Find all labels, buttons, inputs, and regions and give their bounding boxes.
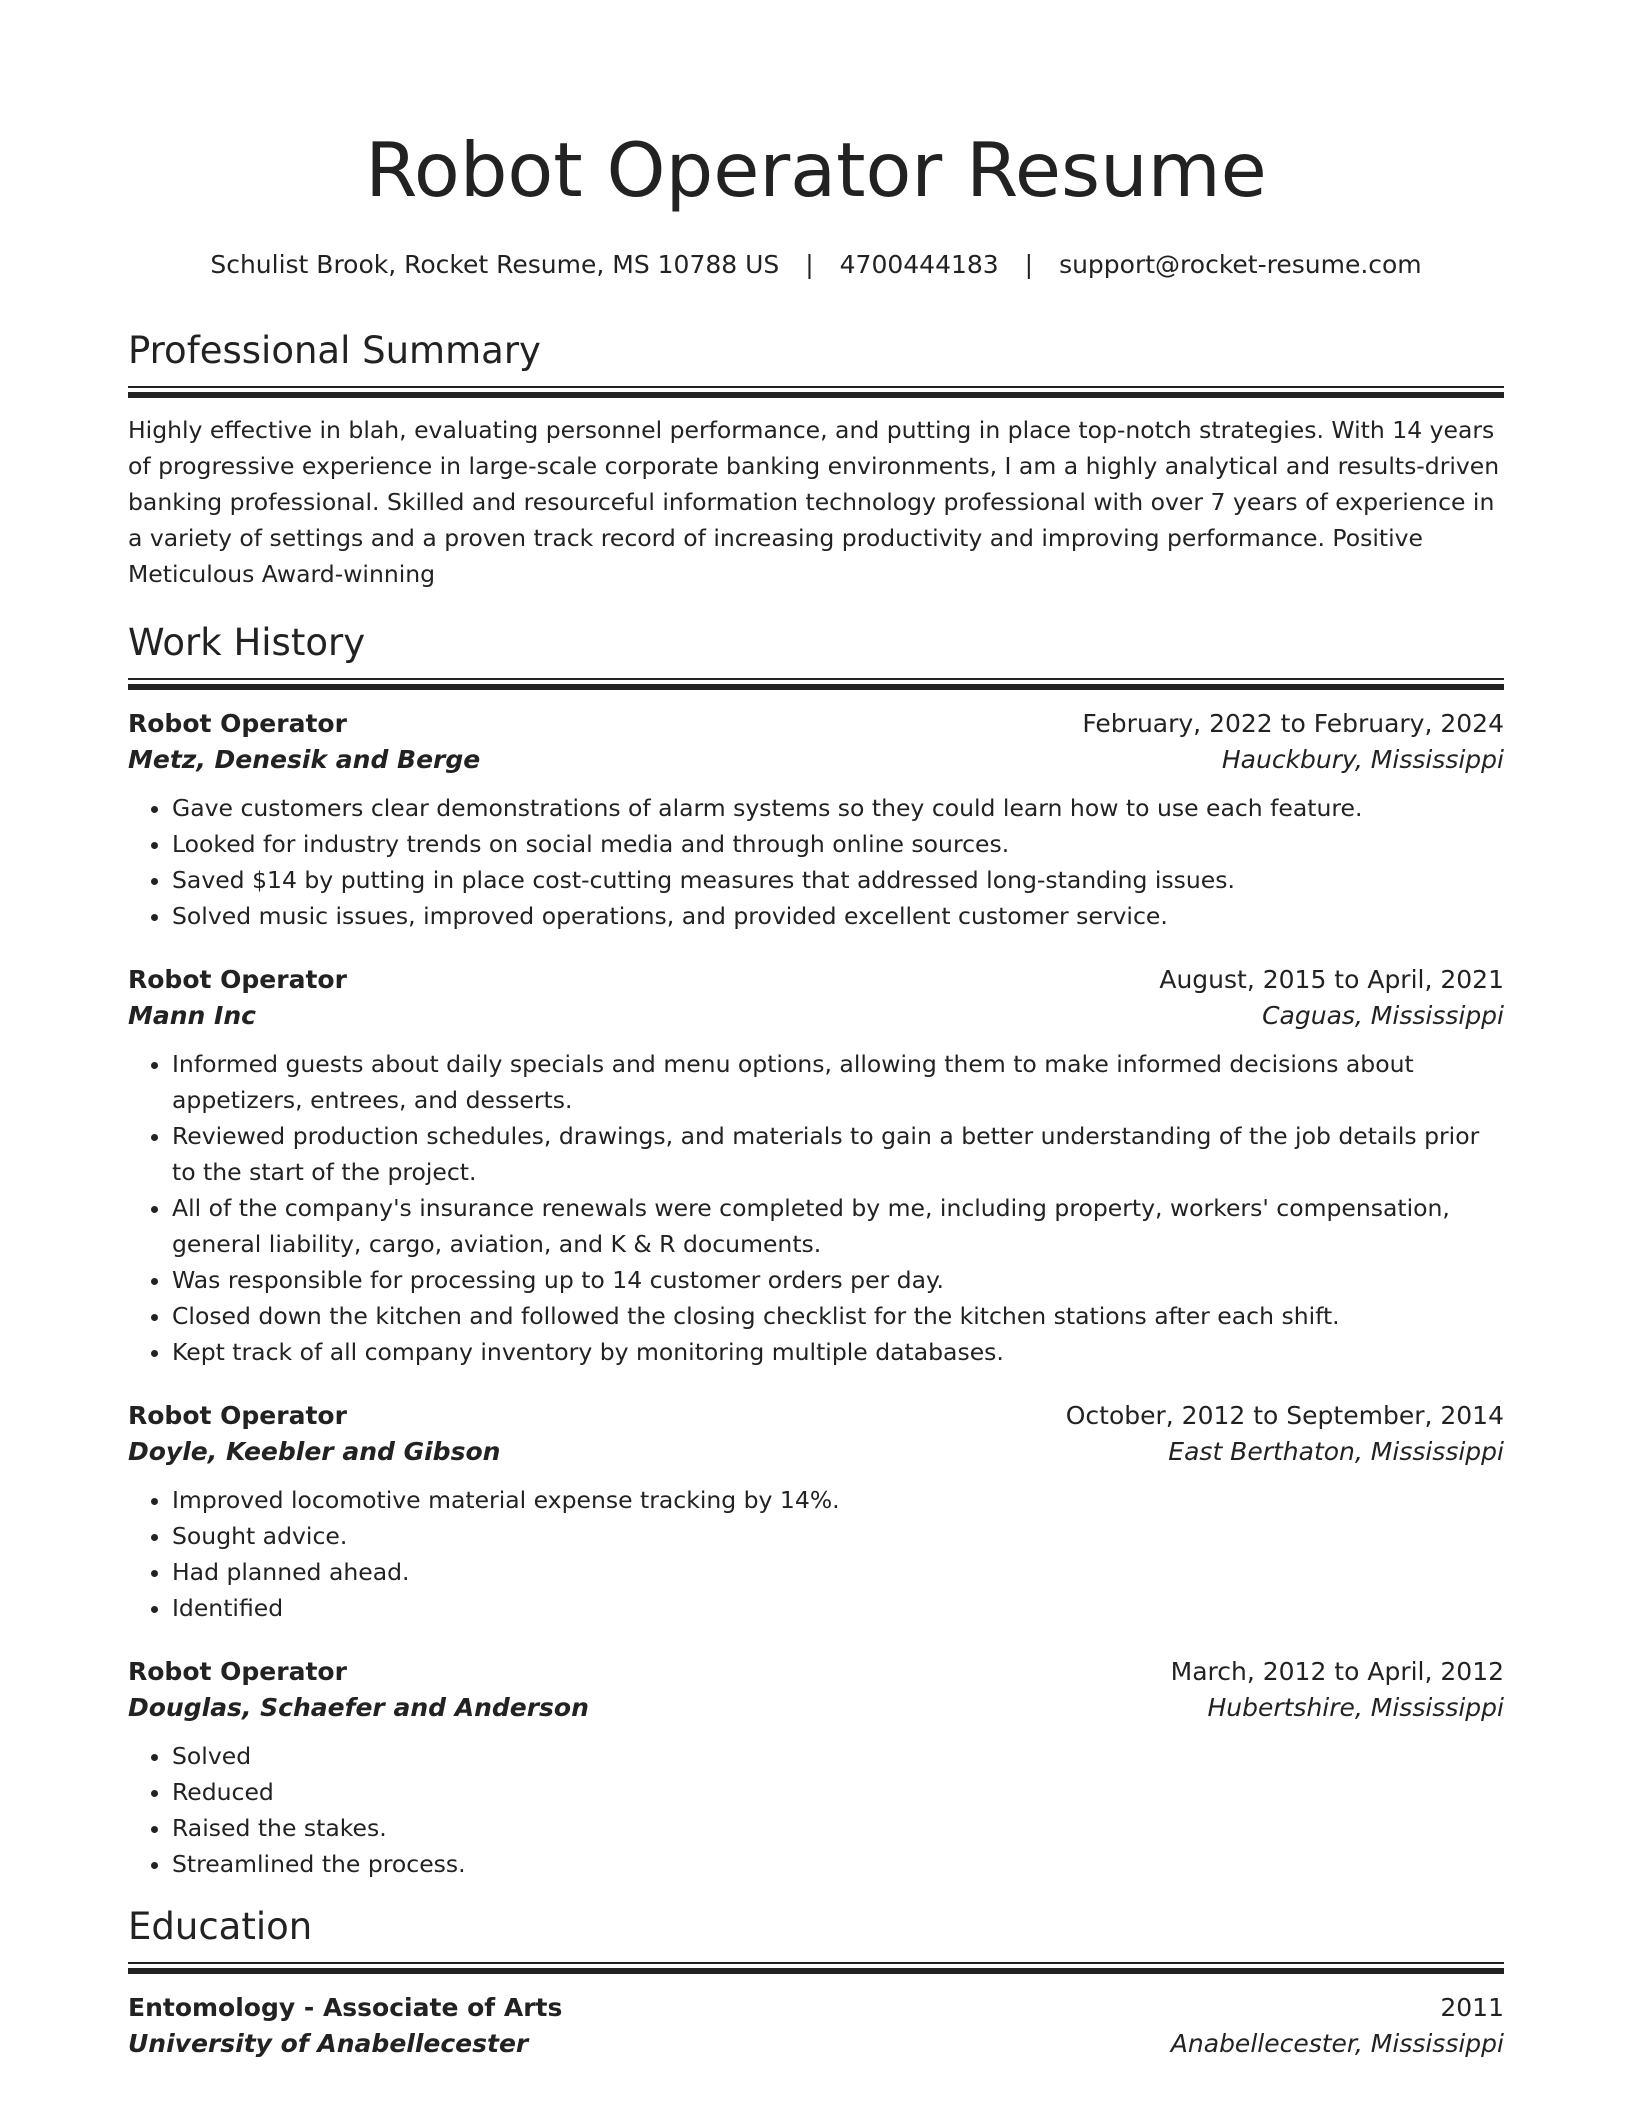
education-entry	[128, 1990, 1504, 2062]
job-bullet: • Was responsible for processing up to 14 customer orders per day.	[172, 1262, 1504, 1298]
job-header-row	[128, 706, 1504, 742]
contact-separator: |	[805, 250, 814, 279]
job-dates: March, 2012 to April, 2012	[1170, 1657, 1504, 1686]
job-header-row	[128, 962, 1504, 998]
education-year: 2011	[1440, 1993, 1504, 2022]
job-company-row	[128, 1690, 1504, 1726]
job-company: Doyle, Keebler and Gibson	[128, 1437, 501, 1466]
section-divider	[128, 1962, 1504, 1974]
contact-phone: 4700444183	[839, 250, 999, 279]
contact-line	[128, 248, 1504, 282]
job-bullet: • Reviewed production schedules, drawings, and materials to gain a better understanding of the job details prior to the start of the project.	[172, 1118, 1504, 1190]
job-bullet: • Gave customers clear demonstrations of alarm systems so they could learn how to use each feature.	[172, 790, 1504, 826]
section-divider	[128, 386, 1504, 398]
job-bullet: • Looked for industry trends on social media and through online sources.	[172, 826, 1504, 862]
job-location: Caguas, Mississippi	[1262, 1001, 1504, 1030]
section-heading-summary: Professional Summary	[128, 329, 541, 372]
job-title: Robot Operator	[128, 709, 347, 738]
education-school: University of Anabellecester	[128, 2029, 529, 2058]
job-bullet: • Closed down the kitchen and followed the closing checklist for the kitchen stations after each shift.	[172, 1298, 1504, 1334]
job-bullet: • Informed guests about daily specials and menu options, allowing them to make informed decisions about appetizers, entrees, and desserts.	[172, 1046, 1504, 1118]
job-bullet: • Saved $14 by putting in place cost-cutting measures that addressed long-standing issues.	[172, 862, 1504, 898]
job-bullet: • Improved locomotive material expense tracking by 14%.	[172, 1482, 1504, 1518]
job-bullet: • Reduced	[172, 1774, 1504, 1810]
section-divider	[128, 678, 1504, 690]
job-company-row	[128, 1434, 1504, 1470]
job-dates: October, 2012 to September, 2014	[1065, 1401, 1504, 1430]
summary-text: Highly effective in blah, evaluating personnel performance, and putting in place top-notch strategies. With 14 years of progressive experience in large-scale corporate banking environments, I am a highly analytical and results-driven banking professional. Skilled and resourceful information technology professional with over 7 years of experience in a variety of settings and a proven track record of increasing productivity and improving performance. Positive Meticulous Award-winning	[128, 416, 1500, 588]
resume-title: Robot Operator Resume	[365, 126, 1267, 214]
contact-separator: |	[1024, 250, 1034, 279]
education-degree: Entomology - Associate of Arts	[128, 1993, 563, 2022]
job-location: Hauckbury, Mississippi	[1221, 745, 1504, 774]
job-company: Mann Inc	[128, 1001, 256, 1030]
job-entry	[128, 706, 1504, 934]
job-bullet-list	[128, 1738, 1504, 1882]
job-bullet: • Solved music issues, improved operations, and provided excellent customer service.	[172, 898, 1504, 934]
job-company-row	[128, 998, 1504, 1034]
job-bullet-list	[128, 1046, 1504, 1370]
contact-email: support@rocket-resume.com	[1059, 250, 1422, 279]
job-title: Robot Operator	[128, 1401, 347, 1430]
job-bullet: • Identified	[172, 1590, 1504, 1626]
job-location: Hubertshire, Mississippi	[1207, 1693, 1504, 1722]
education-location: Anabellecester, Mississippi	[1170, 2029, 1504, 2058]
section-heading-work-history: Work History	[128, 621, 366, 664]
job-title: Robot Operator	[128, 965, 347, 994]
job-dates: August, 2015 to April, 2021	[1159, 965, 1504, 994]
job-bullet: • Streamlined the process.	[172, 1846, 1504, 1882]
job-header-row	[128, 1654, 1504, 1690]
education-school-row	[128, 2026, 1504, 2062]
job-bullet: • Sought advice.	[172, 1518, 1504, 1554]
contact-address: Schulist Brook, Rocket Resume, MS 10788 US	[210, 250, 780, 279]
job-company: Metz, Denesik and Berge	[128, 745, 481, 774]
job-entry	[128, 1654, 1504, 1882]
job-bullet-list	[128, 790, 1504, 934]
job-company-row	[128, 742, 1504, 778]
job-entry	[128, 1398, 1504, 1626]
job-dates: February, 2022 to February, 2024	[1082, 709, 1504, 738]
job-bullet-list	[128, 1482, 1504, 1626]
job-company: Douglas, Schaefer and Anderson	[128, 1693, 589, 1722]
education-header-row	[128, 1990, 1504, 2026]
job-location: East Berthaton, Mississippi	[1168, 1437, 1504, 1466]
job-bullet: • Had planned ahead.	[172, 1554, 1504, 1590]
job-header-row	[128, 1398, 1504, 1434]
job-bullet: • Kept track of all company inventory by monitoring multiple databases.	[172, 1334, 1504, 1370]
job-bullet: • Solved	[172, 1738, 1504, 1774]
job-entry	[128, 962, 1504, 1370]
job-bullet: • Raised the stakes.	[172, 1810, 1504, 1846]
job-bullet: • All of the company's insurance renewals were completed by me, including property, workers' compensation, general liability, cargo, aviation, and K & R documents.	[172, 1190, 1504, 1262]
job-title: Robot Operator	[128, 1657, 347, 1686]
section-heading-education: Education	[128, 1905, 313, 1948]
